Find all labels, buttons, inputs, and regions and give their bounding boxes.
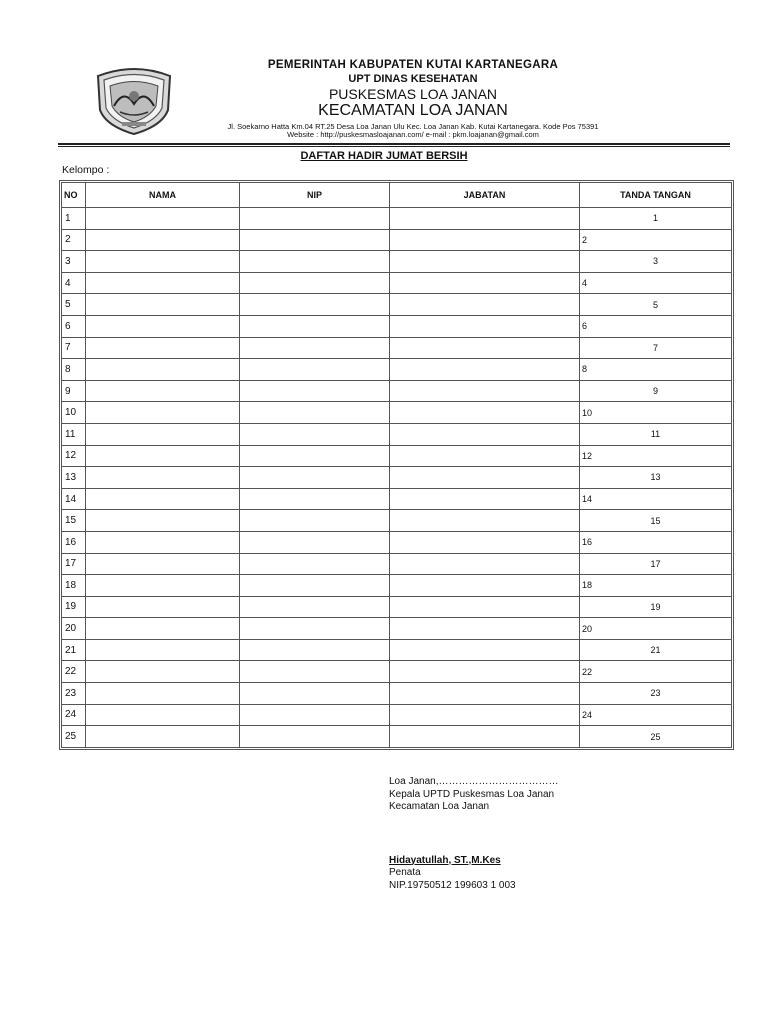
signature-cell: 9 [580,380,732,402]
government-name: PEMERINTAH KABUPATEN KUTAI KARTANEGARA [267,59,559,71]
column-header-tanda-tangan: TANDA TANGAN [580,183,732,208]
attendance-table [59,180,734,750]
row-number: 8 [62,359,86,381]
nip-cell [240,510,390,532]
nip-cell [240,251,390,273]
nama-cell [86,337,240,359]
signatory-position-district: Kecamatan Loa Janan [389,801,490,812]
nama-cell [86,315,240,337]
signature-cell: 21 [580,639,732,661]
signature-cell: 24 [580,704,732,726]
nip-cell [240,704,390,726]
row-number: 7 [62,337,86,359]
jabatan-cell [390,488,580,510]
row-number: 15 [62,510,86,532]
signature-block [389,776,559,892]
nama-cell [86,208,240,230]
signature-cell: 8 [580,359,732,381]
nama-cell [86,294,240,316]
nip-cell [240,531,390,553]
nip-cell [240,208,390,230]
signature-cell: 12 [580,445,732,467]
nip-cell [240,553,390,575]
nama-cell [86,359,240,381]
signature-cell: 22 [580,661,732,683]
nip-cell [240,467,390,489]
row-number: 1 [62,208,86,230]
table-row [62,251,732,273]
nama-cell [86,618,240,640]
jabatan-cell [390,704,580,726]
table-row [62,208,732,230]
jabatan-cell [390,726,580,748]
nama-cell [86,380,240,402]
jabatan-cell [390,315,580,337]
row-number: 9 [62,380,86,402]
jabatan-cell [390,229,580,251]
signature-cell: 14 [580,488,732,510]
nama-cell [86,510,240,532]
row-number: 4 [62,272,86,294]
jabatan-cell [390,510,580,532]
jabatan-cell [390,531,580,553]
signature-cell: 3 [580,251,732,273]
nip-cell [240,272,390,294]
table-row [62,661,732,683]
nama-cell [86,661,240,683]
jabatan-cell [390,337,580,359]
column-header-jabatan: JABATAN [390,183,580,208]
nama-cell [86,575,240,597]
nip-cell [240,726,390,748]
nip-cell [240,618,390,640]
address-line: Jl. Soekarno Hatta Km.04 RT.25 Desa Loa Janan Ulu Kec. Loa Janan Kab. Kutai Kartanegara. Kode Pos 75391 [227,121,599,131]
column-header-nama: NAMA [86,183,240,208]
signature-cell: 20 [580,618,732,640]
nama-cell [86,531,240,553]
jabatan-cell [390,208,580,230]
nama-cell [86,726,240,748]
signature-cell: 6 [580,315,732,337]
jabatan-cell [390,272,580,294]
row-number: 19 [62,596,86,618]
signature-cell: 15 [580,510,732,532]
nip-cell [240,488,390,510]
signature-cell: 18 [580,575,732,597]
row-number: 14 [62,488,86,510]
nama-cell [86,467,240,489]
table-row [62,531,732,553]
letterhead [150,60,676,139]
jabatan-cell [390,423,580,445]
jabatan-cell [390,445,580,467]
nama-cell [86,704,240,726]
table-row [62,315,732,337]
nip-cell [240,423,390,445]
nama-cell [86,251,240,273]
nip-cell [240,596,390,618]
row-number: 21 [62,639,86,661]
jabatan-cell [390,553,580,575]
nama-cell [86,229,240,251]
row-number: 12 [62,445,86,467]
table-row [62,510,732,532]
signature-cell: 2 [580,229,732,251]
nip-cell [240,337,390,359]
row-number: 24 [62,704,86,726]
signature-cell: 13 [580,467,732,489]
nip-cell [240,575,390,597]
signature-cell: 16 [580,531,732,553]
nama-cell [86,639,240,661]
agency-name: UPT DINAS KESEHATAN [348,72,478,85]
nama-cell [86,683,240,705]
nama-cell [86,423,240,445]
jabatan-cell [390,618,580,640]
row-number: 2 [62,229,86,251]
column-header-no: NO [62,183,86,208]
signature-cell: 25 [580,726,732,748]
table-row [62,553,732,575]
table-row [62,337,732,359]
row-number: 22 [62,661,86,683]
signature-cell: 5 [580,294,732,316]
table-row [62,445,732,467]
table-header-row [62,183,732,208]
table-row [62,596,732,618]
row-number: 18 [62,575,86,597]
table-row [62,359,732,381]
table-row [62,294,732,316]
jabatan-cell [390,467,580,489]
nip-cell [240,639,390,661]
nama-cell [86,488,240,510]
signatory-rank: Penata [389,867,421,878]
header-rule-thick [58,143,730,145]
nip-cell [240,445,390,467]
row-number: 10 [62,402,86,424]
table-row [62,575,732,597]
table-row [62,272,732,294]
row-number: 5 [62,294,86,316]
row-number: 3 [62,251,86,273]
jabatan-cell [390,596,580,618]
row-number: 20 [62,618,86,640]
table-row [62,423,732,445]
table-row [62,229,732,251]
table-row [62,639,732,661]
table-row [62,683,732,705]
signature-cell: 23 [580,683,732,705]
signature-cell: 4 [580,272,732,294]
website-line: Website : http://puskesmasloajanan.com/ e-mail : pkm.loajanan@gmail.com [287,130,539,139]
header-rule-thin [58,146,730,147]
signature-cell: 11 [580,423,732,445]
jabatan-cell [390,359,580,381]
signatory-position: Kepala UPTD Puskesmas Loa Janan [389,788,555,800]
row-number: 13 [62,467,86,489]
nip-cell [240,380,390,402]
document-title: DAFTAR HADIR JUMAT BERSIH [300,150,468,162]
nip-cell [240,294,390,316]
table-row [62,467,732,489]
nama-cell [86,553,240,575]
nip-cell [240,683,390,705]
nip-cell [240,402,390,424]
row-number: 11 [62,423,86,445]
district-name: KECAMATAN LOA JANAN [318,101,508,119]
row-number: 25 [62,726,86,748]
jabatan-cell [390,380,580,402]
signature-cell: 17 [580,553,732,575]
signature-cell: 10 [580,402,732,424]
row-number: 6 [62,315,86,337]
row-number: 17 [62,553,86,575]
nama-cell [86,402,240,424]
jabatan-cell [390,639,580,661]
signature-cell: 7 [580,337,732,359]
place-date: Loa Janan,……………………………… [389,776,559,787]
signature-cell: 19 [580,596,732,618]
nama-cell [86,445,240,467]
puskesmas-name: PUSKESMAS LOA JANAN [328,85,498,102]
nip-cell [240,229,390,251]
jabatan-cell [390,683,580,705]
signature-cell: 1 [580,208,732,230]
group-label: Kelompo : [62,164,110,176]
table-row [62,726,732,748]
jabatan-cell [390,661,580,683]
jabatan-cell [390,251,580,273]
table-row [62,704,732,726]
table-row [62,380,732,402]
nama-cell [86,596,240,618]
table-row [62,488,732,510]
table-row [62,618,732,640]
jabatan-cell [390,402,580,424]
jabatan-cell [390,294,580,316]
row-number: 16 [62,531,86,553]
signatory-name: Hidayatullah, ST.,M.Kes [389,854,501,866]
nip-cell [240,661,390,683]
row-number: 23 [62,683,86,705]
nama-cell [86,272,240,294]
jabatan-cell [390,575,580,597]
column-header-nip: NIP [240,183,390,208]
nip-cell [240,359,390,381]
nip-cell [240,315,390,337]
signatory-nip: NIP.19750512 199603 1 003 [389,879,516,891]
table-row [62,402,732,424]
